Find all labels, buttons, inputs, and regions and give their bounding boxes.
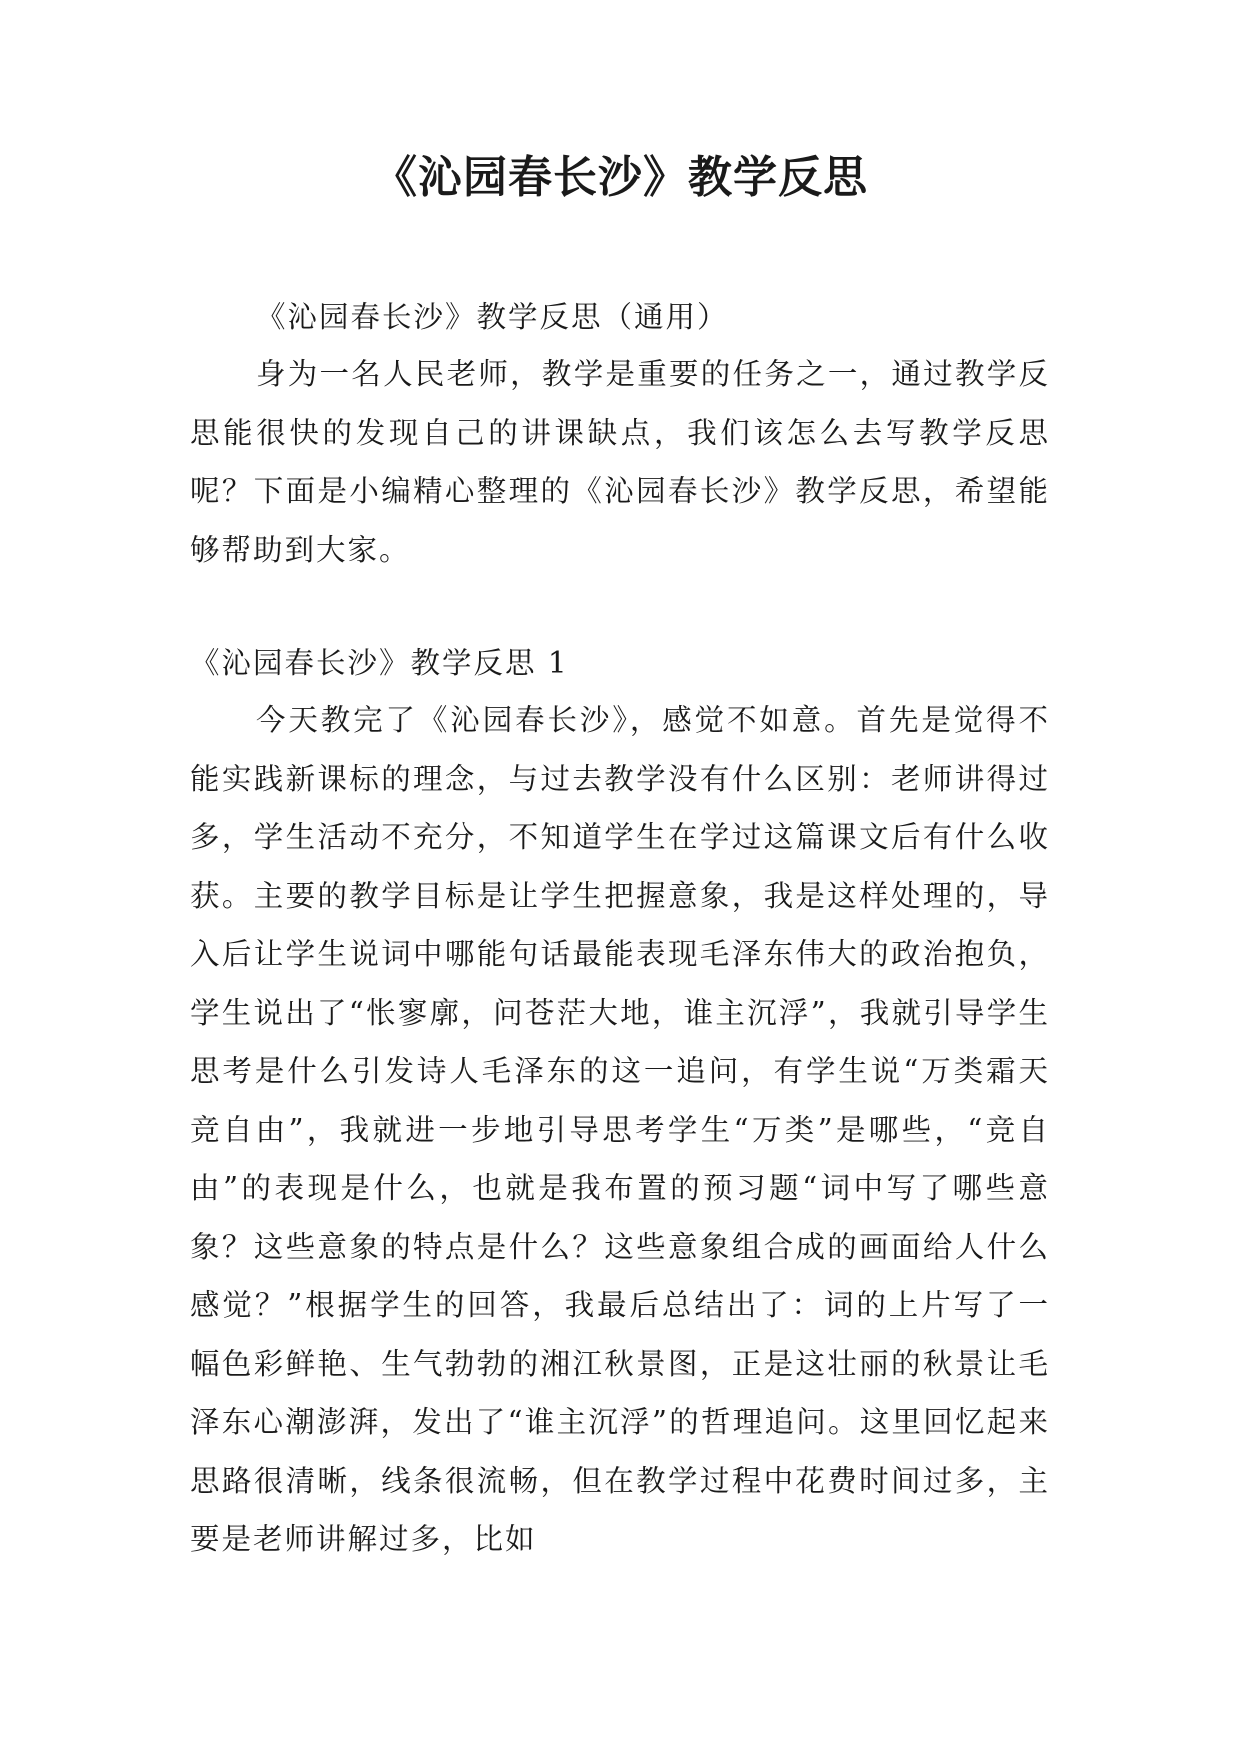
section-body-paragraph: 今天教完了《沁园春长沙》，感觉不如意。首先是觉得不能实践新课标的理念，与过去教学没有什么区别：老师讲得过多，学生活动不充分，不知道学生在学过这篇课文后有什么收获。主要的教学目标是让学生把握意象，我是这样处理的，导入后让学生说词中哪能句话最能表现毛泽东伟大的政治抱负，学生说出了“怅寥廓，问苍茫大地，谁主沉浮”，我就引导学生思考是什么引发诗人毛泽东的这一追问，有学生说“万类霜天竞自由”，我就进一步地引导思考学生“万类”是哪些，“竞自由”的表现是什么，也就是我布置的预习题“词中写了哪些意象？这些意象的特点是什么？这些意象组合成的画面给人什么感觉？”根据学生的回答，我最后总结出了：词的上片写了一幅色彩鲜艳、生气勃勃的湘江秋景图，正是这壮丽的秋景让毛泽东心潮澎湃，发出了“谁主沉浮”的哲理追问。这里回忆起来思路很清晰，线条很流畅，但在教学过程中花费时间过多，主要是老师讲解过多，比如 xyxy=(190,703,1050,1556)
document-subtitle: 《沁园春长沙》教学反思（通用） xyxy=(256,300,729,334)
document-title: 《沁园春长沙》教学反思 xyxy=(373,152,868,203)
intro-paragraph: 身为一名人民老师，教学是重要的任务之一，通过教学反思能很快的发现自己的讲课缺点，我们该怎么去写教学反思呢？下面是小编精心整理的《沁园春长沙》教学反思，希望能够帮助到大家。 xyxy=(190,357,1050,567)
section-heading: 《沁园春长沙》教学反思 1 xyxy=(190,646,569,680)
